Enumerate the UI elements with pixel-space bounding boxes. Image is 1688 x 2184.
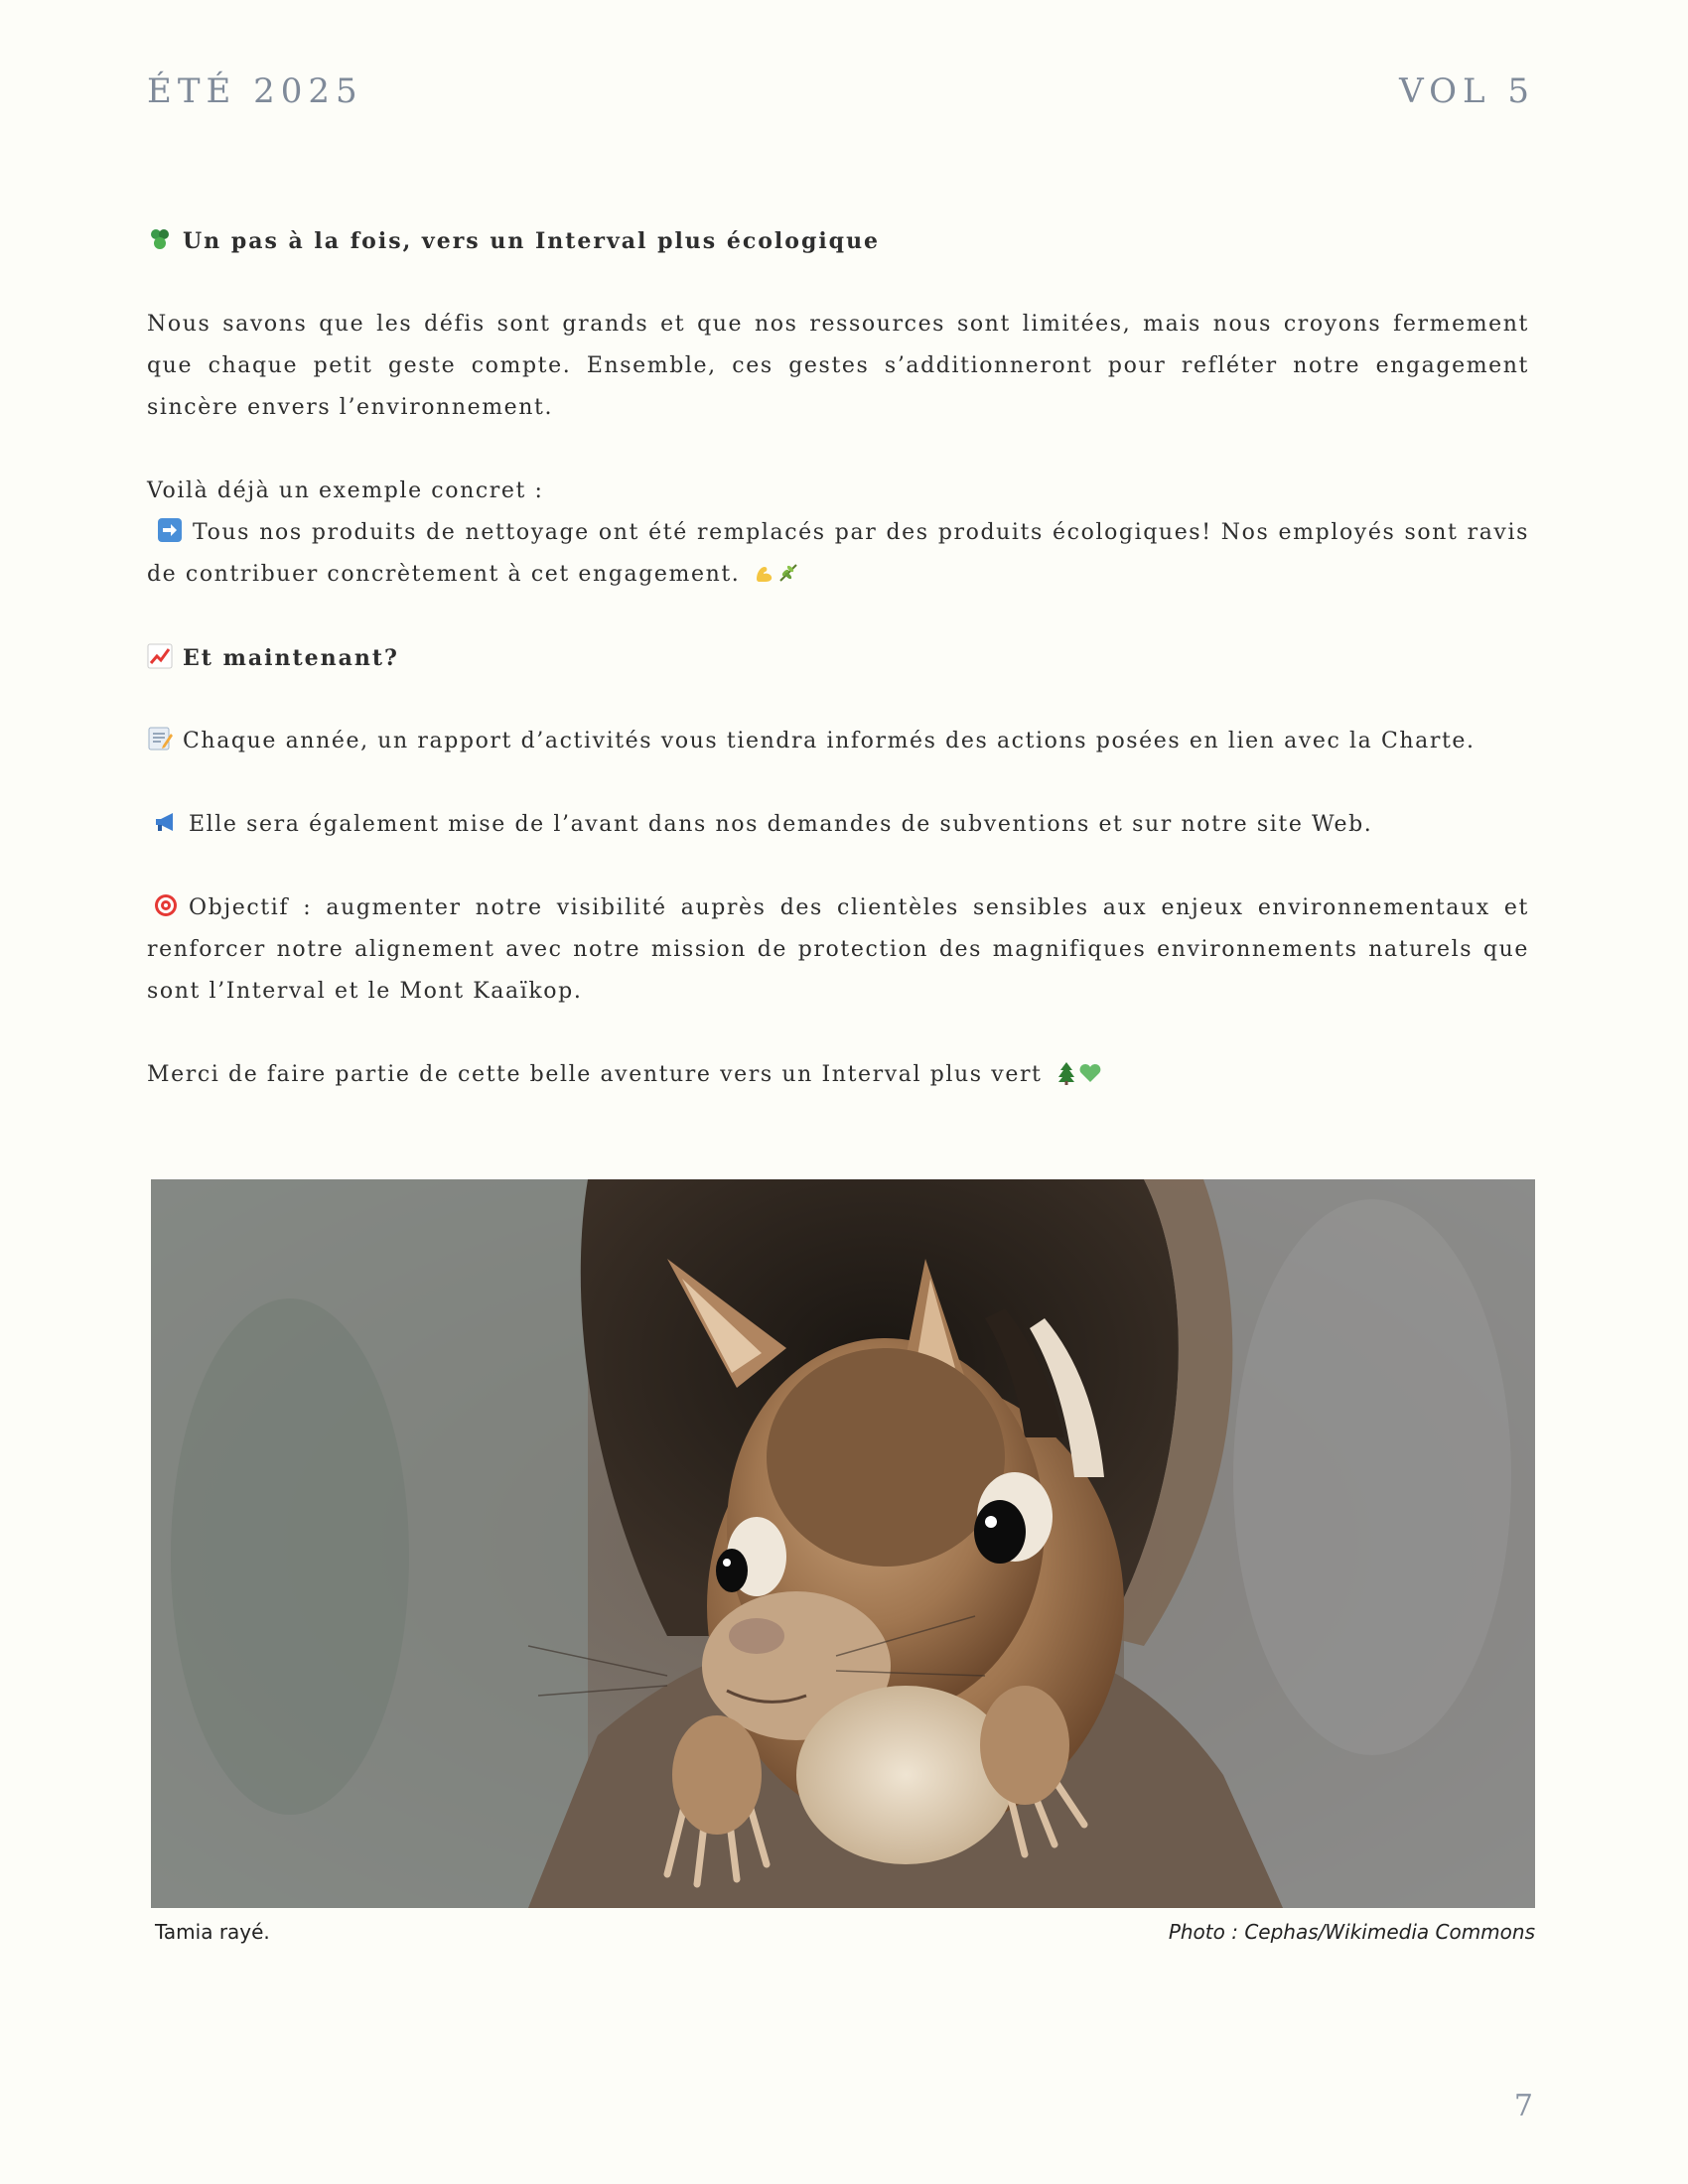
report-item: Chaque année, un rapport d’activités vous tiendra informés des actions posées en lien avec la Charte. bbox=[147, 721, 1529, 762]
volume-label: VOL 5 bbox=[1399, 71, 1535, 111]
example-body: Tous nos produits de nettoyage ont été remplacés par des produits écologiques! Nos employés sont ravis de contribuer concrètement à cet engagement. bbox=[147, 520, 1529, 587]
objective-item: Objectif : augmenter notre visibilité auprès des clientèles sensibles aux enjeux environnementaux et renforcer notre alignement avec notre mission de protection des magnifiques environnements naturels que sont l’Interval et le Mont Kaaïkop. bbox=[147, 887, 1529, 1013]
photo-credit: Photo : Cephas/Wikimedia Commons bbox=[1168, 1920, 1535, 1944]
herb-icon bbox=[776, 561, 800, 585]
section-title-next: Et maintenant? bbox=[147, 637, 1529, 679]
example-intro: Voilà déjà un exemple concret : bbox=[147, 478, 544, 503]
right-arrow-icon bbox=[157, 517, 183, 543]
green-heart-icon bbox=[1078, 1061, 1102, 1085]
memo-icon bbox=[147, 726, 173, 751]
section-title-ecology: Un pas à la fois, vers un Interval plus écologique bbox=[147, 220, 1529, 262]
recycle-icon bbox=[147, 226, 173, 252]
example-paragraph bbox=[147, 471, 1529, 596]
megaphone-icon bbox=[153, 809, 179, 835]
closing-line: Merci de faire partie de cette belle aventure vers un Interval plus vert bbox=[147, 1054, 1529, 1096]
chart-increasing-icon bbox=[147, 643, 173, 669]
target-icon bbox=[153, 892, 179, 918]
evergreen-tree-icon bbox=[1055, 1061, 1078, 1085]
article-body bbox=[147, 220, 1529, 1138]
page-number: 7 bbox=[1513, 2089, 1533, 2123]
page-header bbox=[147, 71, 1535, 111]
chipmunk-photo bbox=[151, 1179, 1535, 1908]
photo-caption: Tamia rayé. bbox=[155, 1920, 270, 1944]
visibility-item: Elle sera également mise de l’avant dans nos demandes de subventions et sur notre site Web. bbox=[147, 804, 1529, 846]
season-label: ÉTÉ 2025 bbox=[147, 71, 363, 111]
flexed-biceps-icon bbox=[753, 561, 776, 585]
intro-paragraph: Nous savons que les défis sont grands et que nos ressources sont limitées, mais nous croyons fermement que chaque petit geste compte. Ensemble, ces gestes s’additionneront pour refléter notre engagement sincère envers l’environnement. bbox=[147, 312, 1529, 420]
